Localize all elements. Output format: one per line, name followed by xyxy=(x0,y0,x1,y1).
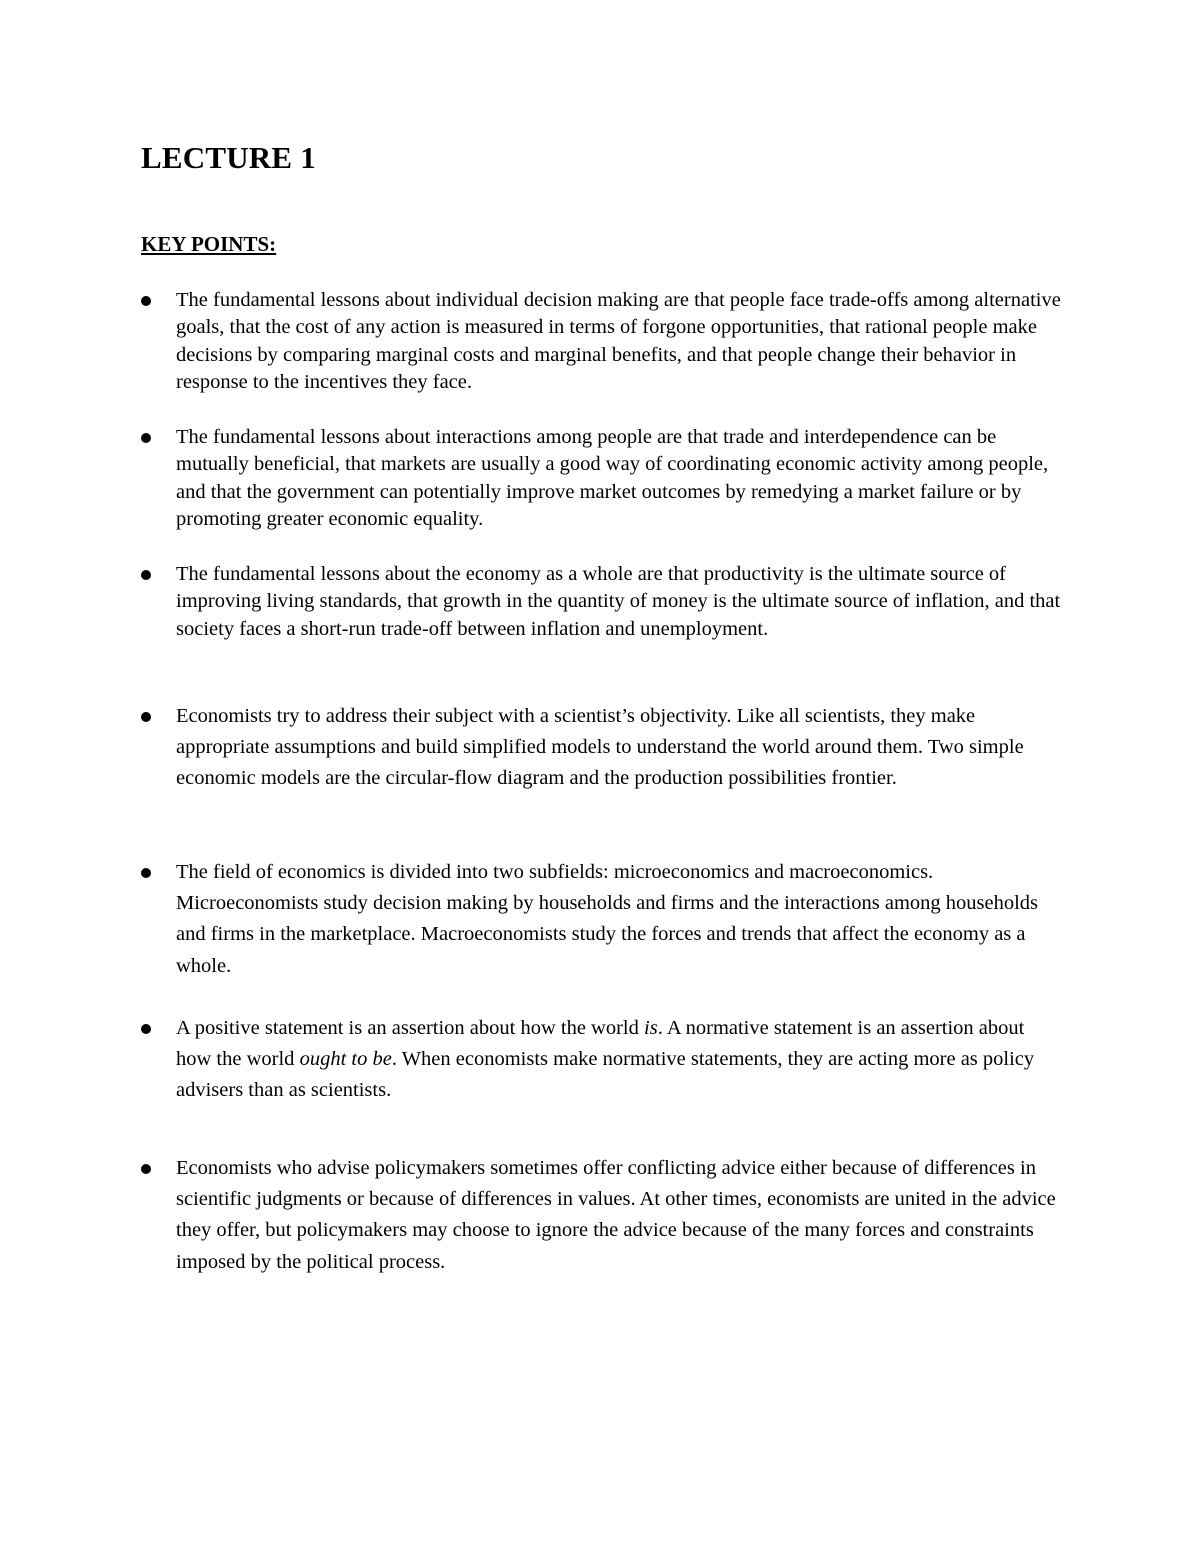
key-point-text-part: A positive statement is an assertion about how the world xyxy=(176,1017,645,1039)
key-point-item xyxy=(141,701,1061,795)
emphasis-is: is xyxy=(644,1017,658,1039)
page-title: LECTURE 1 xyxy=(141,140,316,175)
key-point-item xyxy=(141,424,1061,533)
key-point-text: Economists who advise policymakers sometimes offer conflicting advice either because of differences in scientific judgments or because of differences in values. At other times, economists are united in the advice they offer, but policymakers may choose to ignore the advice because of the many forces and constraints imposed by the political process. xyxy=(176,1157,1056,1273)
key-point-item xyxy=(141,561,1061,643)
bullet-icon xyxy=(141,296,151,306)
key-point-text: The field of economics is divided into two subfields: microeconomics and macroeconomics. Microeconomists study decision making by households and firms and the interactions among households and firms in the marketplace. Macroeconomists study the forces and trends that affect the economy as a whole. xyxy=(176,861,1039,977)
key-point-item xyxy=(141,1013,1061,1107)
emphasis-ought-to-be: ought to be xyxy=(299,1048,392,1071)
key-point-text: The fundamental lessons about interactions among people are that trade and interdependence can be mutually beneficial, that markets are usually a good way of coordinating economic activity among people, and that the government can potentially improve market outcomes by remedying a market failure or by promoting greater economic equality. xyxy=(176,426,1049,530)
bullet-icon xyxy=(141,1024,151,1034)
key-point-text: Economists try to address their subject with a scientist’s objectivity. Like all scientists, they make appropriate assumptions and build simplified models to understand the world around them. Two simple economic models are the circular-flow diagram and the production possibilities frontier. xyxy=(176,705,1024,790)
key-point-item xyxy=(141,287,1061,396)
key-point-item xyxy=(141,1153,1061,1278)
key-point-text: The fundamental lessons about individual decision making are that people face trade-offs among alternative goals, that the cost of any action is measured in terms of forgone opportunities, that rational people make decisions by comparing marginal costs and marginal benefits, and that people change their behavior in response to the incentives they face. xyxy=(176,289,1061,393)
key-point-text-part: . A normative statement is an assertion about how the world xyxy=(176,1017,1025,1071)
bullet-icon xyxy=(141,868,151,878)
bullet-icon xyxy=(141,433,151,443)
key-point-item xyxy=(141,857,1061,982)
bullet-icon xyxy=(141,570,151,580)
bullet-icon xyxy=(141,712,151,722)
bullet-icon xyxy=(141,1164,151,1174)
key-point-text xyxy=(176,1013,1061,1107)
key-points-heading: KEY POINTS: xyxy=(141,232,277,256)
key-point-text: The fundamental lessons about the economy as a whole are that productivity is the ultimate source of improving living standards, that growth in the quantity of money is the ultimate source of inflation, and that society faces a short-run trade-off between inflation and unemployment. xyxy=(176,563,1061,640)
key-point-text-part: . When economists make normative statements, they are acting more as policy advisers than as scientists. xyxy=(176,1048,1035,1102)
